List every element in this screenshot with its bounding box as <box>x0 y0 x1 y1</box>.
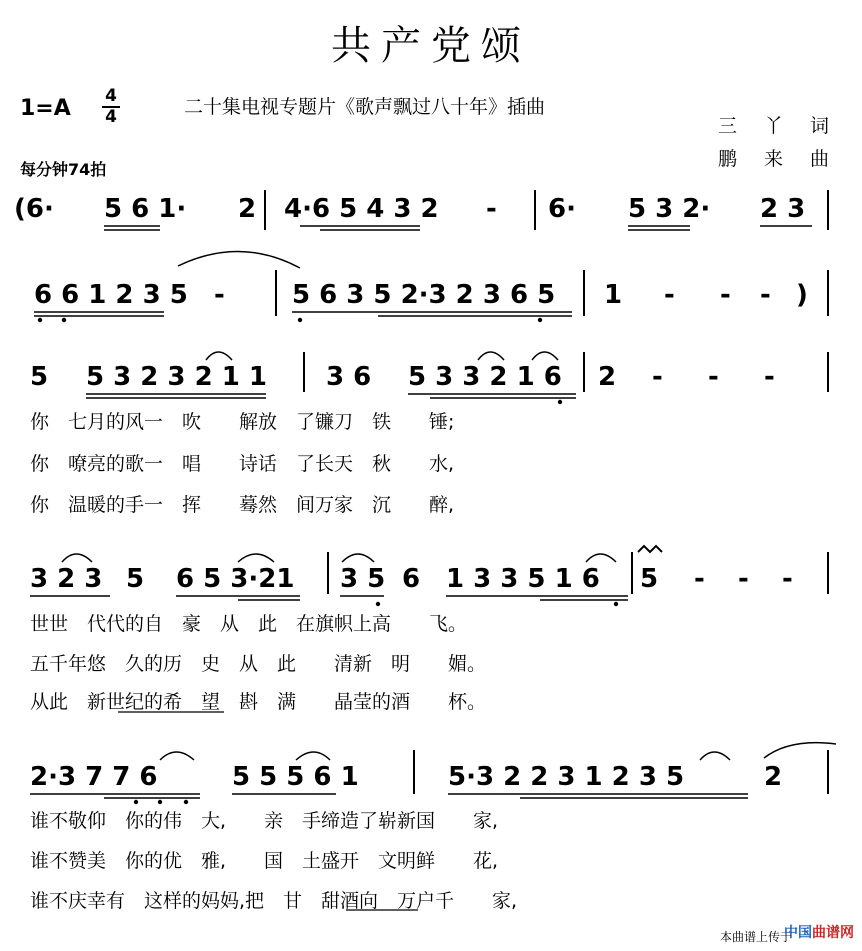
lyric-line: 谁不敬仰 你的伟 大, 亲 手缔造了崭新国 家, <box>30 810 499 832</box>
slur <box>206 352 232 360</box>
note-group: - <box>738 564 749 594</box>
note-group: 2 <box>764 762 783 792</box>
slur <box>296 752 330 760</box>
site-logo[interactable] <box>784 922 854 942</box>
note-group: 5 <box>640 564 659 594</box>
octave-dot <box>62 318 66 322</box>
lyric-line: 五千年悠 久的历 史 从 此 清新 明 媚。 <box>30 653 487 675</box>
note-group: - <box>214 280 225 310</box>
slur <box>178 251 300 268</box>
note-group: 5 <box>126 564 145 594</box>
note-group: - <box>664 280 675 310</box>
lyric-line: 谁不赞美 你的优 雅, 国 土盛开 文明鲜 花, <box>30 850 499 872</box>
note-group: 2 <box>598 362 617 392</box>
tempo-marking: 每分钟74拍 <box>20 160 107 179</box>
logo-right: 曲谱网 <box>812 925 854 941</box>
note-group: - <box>764 362 775 392</box>
note-group: - <box>708 362 719 392</box>
note-group: 6· <box>548 194 576 224</box>
ornament-mark <box>638 546 662 552</box>
note-group: 5 3 2 3 2 1 1 <box>86 362 267 392</box>
note-group: 5 3 3 2 1 6 <box>408 362 562 392</box>
note-group: 3 6 <box>326 362 372 392</box>
lyric-line: 你 七月的风一 吹 解放 了镰刀 铁 锤; <box>30 411 455 433</box>
lyric-line: 你 嘹亮的歌一 唱 诗话 了长天 秋 水, <box>30 453 455 475</box>
lyric-line: 从此 新世纪的希 望 斟 满 晶莹的酒 杯。 <box>30 691 487 713</box>
note-group: - <box>652 362 663 392</box>
octave-dot <box>376 602 380 606</box>
note-group: ) <box>796 280 808 310</box>
slur <box>478 352 504 360</box>
note-group: - <box>486 194 497 224</box>
note-group: 5 3 2· <box>628 194 711 224</box>
time-signature-top: 4 <box>105 86 117 106</box>
note-group: 5 6 3 5 2·3 2 3 6 5 <box>292 280 556 310</box>
note-group: 1 3 3 5 1 6 <box>446 564 600 594</box>
note-group: 5 6 1· <box>104 194 187 224</box>
song-title: 共产党颂 <box>331 23 531 69</box>
lyricist: 三 丫 词 <box>718 115 834 137</box>
octave-dot <box>298 318 302 322</box>
note-group: 5·3 2 2 3 1 2 3 5 <box>448 762 685 792</box>
octave-dot <box>538 318 542 322</box>
note-group: 6 <box>402 564 421 594</box>
slur <box>238 554 274 562</box>
octave-dot <box>614 602 618 606</box>
octave-dot <box>184 800 188 804</box>
octave-dot <box>38 318 42 322</box>
slur <box>342 554 374 562</box>
note-group: 5 <box>30 362 49 392</box>
note-group: - <box>694 564 705 594</box>
slur <box>764 743 836 758</box>
lyric-line: 世世 代代的自 豪 从 此 在旗帜上高 飞。 <box>30 613 468 635</box>
note-group: - <box>782 564 793 594</box>
note-group: 2 3 <box>760 194 806 224</box>
note-group: 2·3 7 7 6 <box>30 762 158 792</box>
note-group: 4·6 5 4 3 2 <box>284 194 439 224</box>
note-group: 5 5 5 6 1 <box>232 762 359 792</box>
note-group: 3 2 3 <box>30 564 103 594</box>
note-group: - <box>760 280 771 310</box>
time-signature-bottom: 4 <box>105 107 117 127</box>
octave-dot <box>134 800 138 804</box>
note-group: 3 5 <box>340 564 386 594</box>
lyric-line: 谁不庆幸有 这样的妈妈,把 甘 甜酒向 万户千 家, <box>30 890 518 912</box>
note-group: - <box>720 280 731 310</box>
note-group: 6 6 1 2 3 5 <box>34 280 188 310</box>
octave-dot <box>158 800 162 804</box>
composer: 鹏 来 曲 <box>718 148 834 170</box>
note-group: (6· <box>14 194 54 224</box>
footer-upload-note: 本曲谱上传于 <box>719 930 792 944</box>
subtitle: 二十集电视专题片《歌声飘过八十年》插曲 <box>184 96 546 118</box>
note-group: 2 <box>238 194 257 224</box>
note-group: 6 5 3·21 <box>176 564 295 594</box>
octave-dot <box>558 400 562 404</box>
slur <box>700 752 730 760</box>
lyric-line: 你 温暖的手一 挥 蓦然 间万家 沉 醉, <box>30 494 455 516</box>
key-signature: 1=A <box>20 96 71 121</box>
logo-left: 中国 <box>784 925 812 941</box>
slur <box>62 554 92 562</box>
note-group: 1 <box>604 280 623 310</box>
slur <box>532 352 558 360</box>
slur <box>160 752 194 760</box>
slur <box>586 554 616 562</box>
